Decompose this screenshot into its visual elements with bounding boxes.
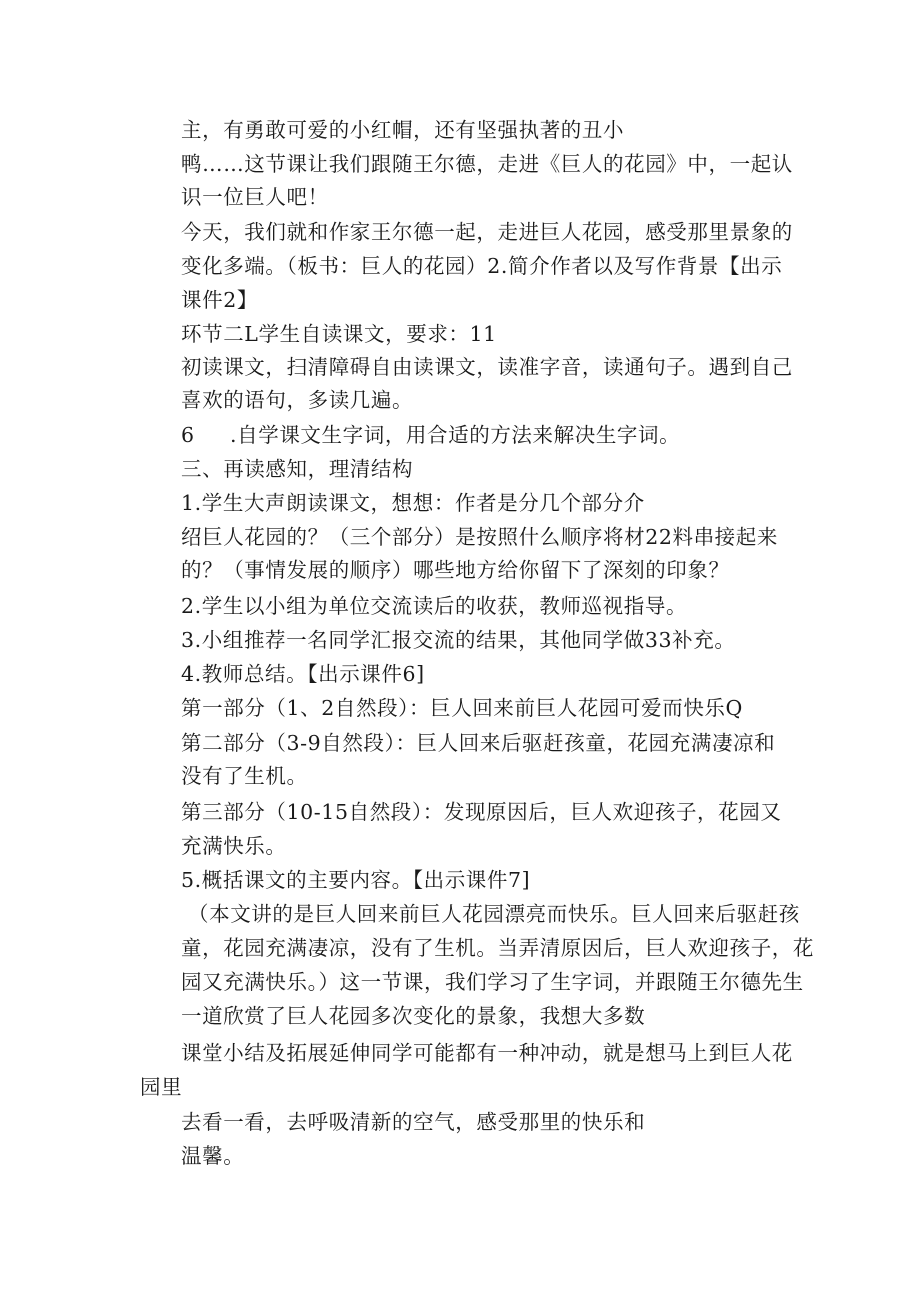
text-line: 第二部分（3-9自然段）：巨人回来后驱赶孩童，花园充满凄凉和: [181, 731, 776, 755]
text-line: 鸭……这节课让我们跟随王尔德，走进《巨人的花园》中，一起认: [181, 152, 793, 176]
text-line: 5.概括课文的主要内容。【出示课件7]: [181, 868, 531, 892]
text-line: 一道欣赏了巨人花园多次变化的景象，我想大多数: [181, 1004, 646, 1028]
text-line: 去看一看，去呼吸清新的空气，感受那里的快乐和: [181, 1110, 646, 1134]
text-line: 第一部分（1、2自然段）：巨人回来前巨人花园可爱而快乐Q: [181, 696, 743, 720]
text-line: 第三部分（10-15自然段）：发现原因后，巨人欢迎孩子，花园又: [181, 800, 782, 824]
text-line: 园里: [140, 1075, 183, 1099]
text-line: 今天，我们就和作家王尔德一起，走进巨人花园，感受那里景象的: [181, 220, 793, 244]
text-line: 童，花园充满凄凉，没有了生机。当弄清原因后，巨人欢迎孩子，花: [181, 936, 814, 960]
text-line: 园又充满快乐。）这一节课，我们学习了生字词，并跟随王尔德先生: [181, 970, 804, 994]
text-line: 没有了生机。: [181, 764, 308, 788]
text-line: 2.学生以小组为单位交流读后的收获，教师巡视指导。: [181, 594, 688, 618]
text-line: 识一位巨人吧！: [181, 185, 329, 209]
text-line: 的？（事情发展的顺序）哪些地方给你留下了深刻的印象？: [181, 558, 730, 582]
list-number: 6: [181, 423, 195, 447]
text-line: 1.学生大声朗读课文，想想：作者是分几个部分介: [181, 491, 645, 515]
text-line: 主，有勇敢可爱的小红帽，还有坚强执著的丑小: [181, 118, 625, 142]
text-line: （本文讲的是巨人回来前巨人花园漂亮而快乐。巨人回来后驱赶孩: [188, 902, 800, 926]
text-line: 3.小组推荐一名同学汇报交流的结果，其他同学做33补充。: [181, 628, 736, 652]
text-line: 课件2】: [181, 288, 258, 312]
text-line: 初读课文，扫清障碍自由读课文，读准字音，读通句子。遇到自己: [181, 355, 793, 379]
text-line: .自学课文生字词，用合适的方法来解决生字词。: [230, 423, 681, 447]
text-line: 充满快乐。: [181, 834, 287, 858]
text-line: 温馨。: [181, 1144, 245, 1168]
text-line: 环节二L学生自读课文，要求：11: [181, 322, 497, 346]
text-line: 变化多端。（板书：巨人的花园）2.简介作者以及写作背景【出示: [181, 254, 783, 278]
text-line: 喜欢的语句，多读几遍。: [181, 388, 414, 412]
text-line: 绍巨人花园的？（三个部分）是按照什么顺序将材22料串接起来: [181, 525, 778, 549]
section-heading: 三、再读感知，理清结构: [181, 457, 414, 481]
text-line: 4.教师总结。【出示课件6]: [181, 662, 425, 686]
text-line: 课堂小结及拓展延伸同学可能都有一种冲动，就是想马上到巨人花: [181, 1041, 793, 1065]
